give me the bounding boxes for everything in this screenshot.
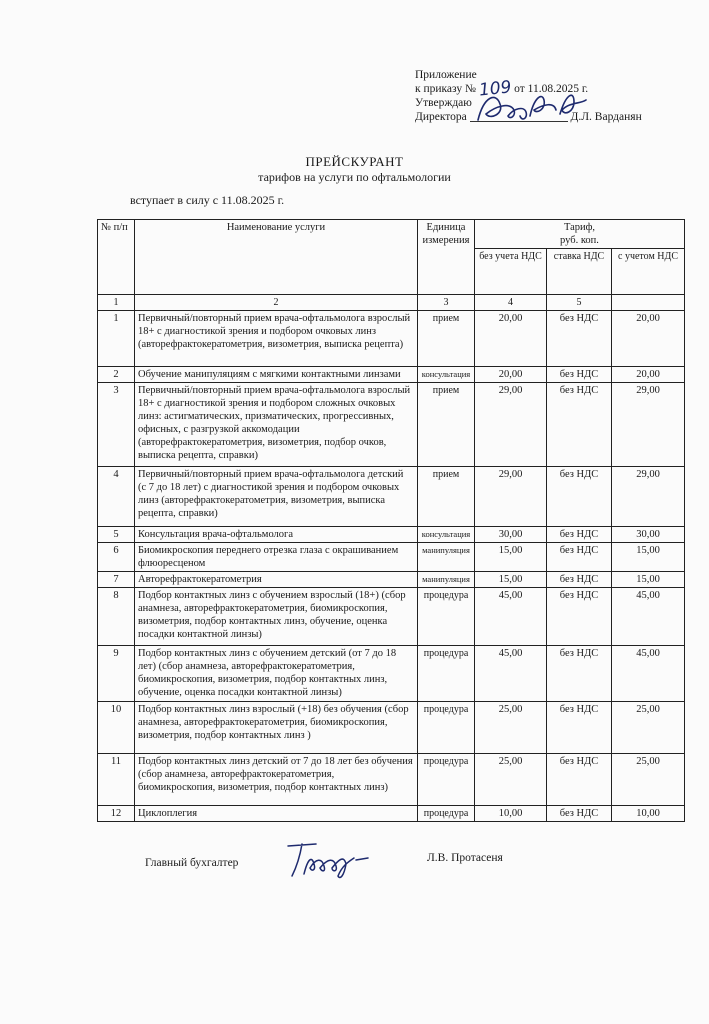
table-row [98, 367, 685, 383]
director-name: Д.Л. Варданян [570, 111, 642, 123]
header-with-vat: с учетом НДС [612, 249, 685, 295]
price-with-vat: 45,00 [612, 588, 685, 646]
service-unit: консультация [418, 527, 475, 543]
service-unit: консультация [418, 367, 475, 383]
table-row [98, 572, 685, 588]
table-row [98, 383, 685, 467]
header-no-vat: без учета НДС [475, 249, 547, 295]
row-num: 9 [98, 646, 135, 702]
col-index-4: 4 [475, 295, 547, 311]
price-with-vat: 30,00 [612, 527, 685, 543]
row-num: 6 [98, 543, 135, 572]
service-unit: прием [418, 383, 475, 467]
col-index-blank [612, 295, 685, 311]
row-num: 3 [98, 383, 135, 467]
price-with-vat: 25,00 [612, 702, 685, 754]
order-prefix: к приказу № [415, 83, 476, 95]
service-name: Первичный/повторный прием врача-офтальмолога взрослый 18+ с диагностикой зрения и подбором очковых линз (авторефрактокератометрия, визометрия, выписка рецепта) [135, 311, 418, 367]
service-name: Подбор контактных линз взрослый (+18) без обучения (сбор анамнеза, авторефрактокератометрия, биомикроскопия, визометрия, подбор контактных линз ) [135, 702, 418, 754]
vat-rate: без НДС [547, 806, 612, 822]
table-header-row [98, 220, 685, 249]
header-tariff [475, 220, 685, 249]
service-name: Консультация врача-офтальмолога [135, 527, 418, 543]
service-name: Обучение манипуляциям с мягкими контактными линзами [135, 367, 418, 383]
service-unit: манипуляция [418, 543, 475, 572]
service-name: Биомикроскопия переднего отрезка глаза с окрашиванием флюоресценом [135, 543, 418, 572]
document-title: ПРЕЙСКУРАНТ [305, 154, 404, 169]
director-label: Директора [415, 111, 467, 123]
appendix-label: Приложение [415, 69, 477, 81]
price-no-vat: 20,00 [475, 311, 547, 367]
price-with-vat: 29,00 [612, 467, 685, 527]
header-num: № п/п [98, 220, 135, 295]
service-unit: прием [418, 311, 475, 367]
service-unit: процедура [418, 754, 475, 806]
service-name: Подбор контактных линз с обучением детский (от 7 до 18 лет) (сбор анамнеза, авторефрактокератометрия, биомикроскопия, визометрия, подбор контактных линз, обучение, оценка посадки контактной линзы) [135, 646, 418, 702]
table-row [98, 702, 685, 754]
chief-accountant-name: Л.В. Протасеня [427, 852, 503, 864]
header-unit-line2: измерения [422, 235, 470, 246]
row-num: 2 [98, 367, 135, 383]
row-num: 7 [98, 572, 135, 588]
price-no-vat: 29,00 [475, 383, 547, 467]
price-no-vat: 15,00 [475, 543, 547, 572]
header-unit-line1: Единица [426, 222, 466, 233]
price-no-vat: 10,00 [475, 806, 547, 822]
vat-rate: без НДС [547, 572, 612, 588]
tariff-table [97, 219, 685, 822]
service-name: Подбор контактных линз с обучением взрослый (18+) (сбор анамнеза, авторефрактокератометрия, биомикроскопия, визометрия, подбор контактных линз, обучение, оценка посадки контактной линзы) [135, 588, 418, 646]
table-row [98, 543, 685, 572]
header-unit [418, 220, 475, 295]
header-tariff-line2: руб. коп. [560, 235, 599, 246]
price-with-vat: 20,00 [612, 367, 685, 383]
table-row [98, 588, 685, 646]
price-with-vat: 20,00 [612, 311, 685, 367]
col-index-5: 5 [547, 295, 612, 311]
vat-rate: без НДС [547, 754, 612, 806]
vat-rate: без НДС [547, 467, 612, 527]
service-name: Авторефрактокератометрия [135, 572, 418, 588]
col-index-1: 1 [98, 295, 135, 311]
header-vat-rate: ставка НДС [547, 249, 612, 295]
vat-rate: без НДС [547, 311, 612, 367]
header-tariff-line1: Тариф, [563, 222, 596, 233]
price-no-vat: 45,00 [475, 646, 547, 702]
order-date: от 11.08.2025 г. [514, 83, 589, 95]
service-unit: процедура [418, 646, 475, 702]
col-index-3: 3 [418, 295, 475, 311]
price-with-vat: 29,00 [612, 383, 685, 467]
service-unit: процедура [418, 588, 475, 646]
row-num: 10 [98, 702, 135, 754]
row-num: 5 [98, 527, 135, 543]
service-unit: манипуляция [418, 572, 475, 588]
approve-label: Утверждаю [415, 97, 472, 109]
table-row [98, 467, 685, 527]
row-num: 11 [98, 754, 135, 806]
row-num: 1 [98, 311, 135, 367]
service-name: Подбор контактных линз детский от 7 до 18 лет без обучения (сбор анамнеза, авторефрактокератометрия, биомикроскопия, визометрия, подбор контактных линз) [135, 754, 418, 806]
price-no-vat: 29,00 [475, 467, 547, 527]
price-no-vat: 15,00 [475, 572, 547, 588]
chief-accountant-label: Главный бухгалтер [145, 857, 239, 869]
table-row [98, 527, 685, 543]
service-unit: процедура [418, 702, 475, 754]
header-name: Наименование услуги [135, 220, 418, 295]
vat-rate: без НДС [547, 702, 612, 754]
price-no-vat: 45,00 [475, 588, 547, 646]
vat-rate: без НДС [547, 543, 612, 572]
vat-rate: без НДС [547, 588, 612, 646]
service-unit: процедура [418, 806, 475, 822]
effective-date: вступает в силу с 11.08.2025 г. [130, 193, 285, 207]
table-row [98, 646, 685, 702]
col-index-2: 2 [135, 295, 418, 311]
service-name: Первичный/повторный прием врача-офтальмолога детский (с 7 до 18 лет) с диагностикой зрения и подбором очковых линз (авторефрактокератометрия, визометрия, выписка рецепта, справки) [135, 467, 418, 527]
table-row [98, 311, 685, 367]
price-no-vat: 20,00 [475, 367, 547, 383]
price-with-vat: 10,00 [612, 806, 685, 822]
vat-rate: без НДС [547, 383, 612, 467]
director-signature-icon [470, 86, 590, 128]
price-with-vat: 25,00 [612, 754, 685, 806]
price-no-vat: 25,00 [475, 702, 547, 754]
price-with-vat: 15,00 [612, 543, 685, 572]
column-index-row [98, 295, 685, 311]
table-row [98, 806, 685, 822]
vat-rate: без НДС [547, 646, 612, 702]
price-no-vat: 25,00 [475, 754, 547, 806]
accountant-signature-icon [282, 836, 374, 882]
price-no-vat: 30,00 [475, 527, 547, 543]
row-num: 4 [98, 467, 135, 527]
row-num: 8 [98, 588, 135, 646]
document-subtitle: тарифов на услуги по офтальмологии [258, 170, 451, 184]
service-unit: прием [418, 467, 475, 527]
service-name: Первичный/повторный прием врача-офтальмолога взрослый 18+ с диагностикой зрения и подбором сложных очковых линз: астигматических, призматических, прогрессивных, офисных, с разгрузкой аккомодации (авторефрактокератометрия, визометрия, подбор очков, выписка рецепта, справки) [135, 383, 418, 467]
row-num: 12 [98, 806, 135, 822]
vat-rate: без НДС [547, 367, 612, 383]
vat-rate: без НДС [547, 527, 612, 543]
tariff-table-body [98, 220, 685, 822]
service-name: Циклоплегия [135, 806, 418, 822]
order-number: 109 [477, 77, 513, 101]
price-with-vat: 45,00 [612, 646, 685, 702]
table-row [98, 754, 685, 806]
price-with-vat: 15,00 [612, 572, 685, 588]
